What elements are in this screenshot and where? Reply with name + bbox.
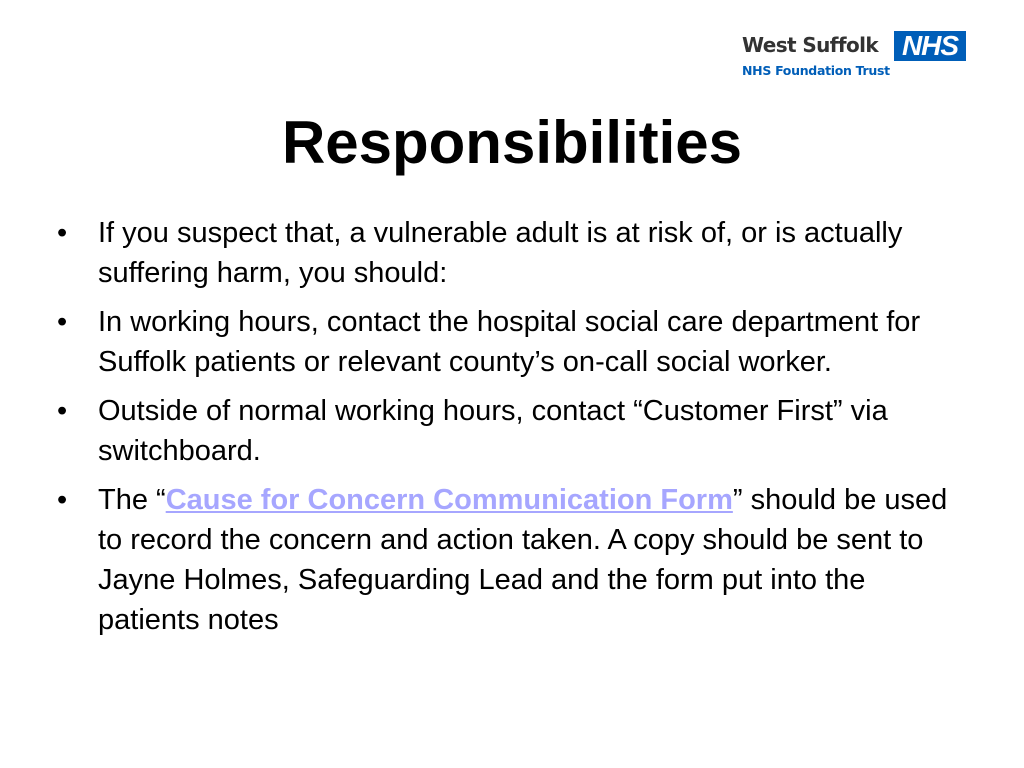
bullet-dot-icon: • (57, 395, 68, 427)
bullet-text: If you suspect that, a vulnerable adult is at risk of, or is actually suffering harm, you should: (98, 217, 903, 289)
bullet-text-after-link: ” should be used to record the concern and action taken. A copy should be sent to Jayne Holmes, Safeguarding Lead and the form put into the patients notes (98, 484, 948, 636)
bullet-item (53, 302, 953, 382)
nhs-badge: NHS (894, 31, 966, 61)
bullet-text: In working hours, contact the hospital social care department for Suffolk patients or relevant county’s on-call social worker. (98, 306, 921, 378)
bullet-dot-icon: • (57, 484, 68, 516)
logo-org-name: West Suffolk (742, 33, 879, 57)
bullet-list (53, 213, 953, 649)
west-suffolk-nhs-logo (742, 30, 966, 80)
bullet-item (53, 480, 953, 640)
bullet-item (53, 391, 953, 471)
bullet-dot-icon: • (57, 306, 68, 338)
bullet-dot-icon: • (57, 217, 68, 249)
cause-for-concern-form-link[interactable]: Cause for Concern Communication Form (165, 484, 733, 516)
bullet-text-before-link: The “ (98, 484, 166, 516)
bullet-item (53, 213, 953, 293)
logo-sub-name: NHS Foundation Trust (742, 63, 890, 78)
slide-title: Responsibilities (281, 109, 743, 176)
bullet-text: Outside of normal working hours, contact “Customer First” via switchboard. (98, 395, 888, 467)
